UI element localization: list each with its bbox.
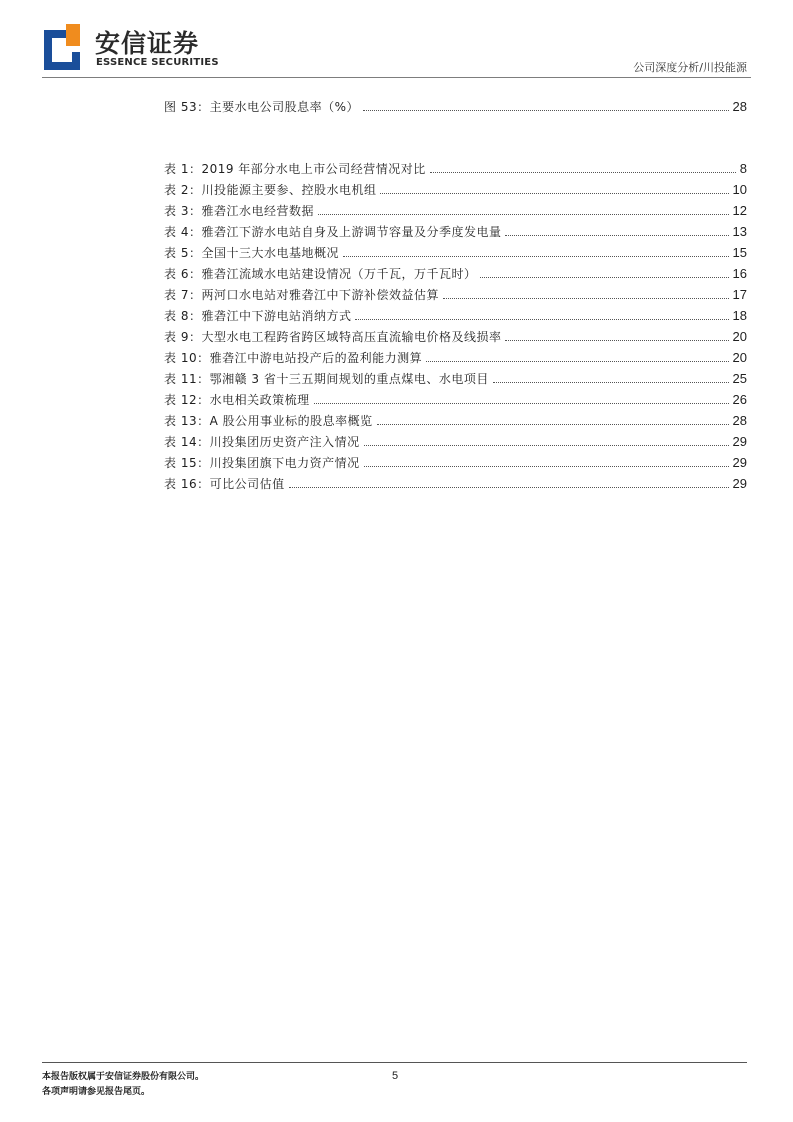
toc-leader-dots [377,423,729,425]
toc-entry-page: 26 [732,392,747,407]
footer-divider [42,1062,747,1063]
toc-leader-dots [314,402,729,404]
toc-entry-page: 15 [732,245,747,260]
logo-chinese-text: 安信证券 [95,29,200,58]
toc-entry-label: 表 6：雅砻江流域水电站建设情况（万千瓦，万千瓦时） [164,267,477,281]
report-type: 公司深度分析/川投能源 [633,61,747,74]
toc-entry[interactable] [164,284,747,302]
toc-entry-page: 13 [732,224,747,239]
toc-entry-label: 表 9：大型水电工程跨省跨区域特高压直流输电价格及线损率 [164,330,502,344]
toc-leader-dots [493,381,729,383]
toc-entry[interactable] [164,200,747,218]
logo-english-text: ESSENCE SECURITIES [96,57,219,68]
toc-leader-dots [364,444,729,446]
toc-entry[interactable] [164,326,747,344]
toc-entry-page: 28 [732,413,747,428]
toc-leader-dots [443,297,729,299]
toc-entry[interactable] [164,305,747,323]
disclaimer-note: 各项声明请参见报告尾页。 [42,1087,151,1097]
toc-entry[interactable] [164,242,747,260]
toc-entry[interactable] [164,263,747,281]
toc-entry[interactable] [164,179,747,197]
toc-entry-label: 表 15：川投集团旗下电力资产情况 [164,456,360,470]
toc-leader-dots [505,234,728,236]
toc-entry-label: 表 2：川投能源主要参、控股水电机组 [164,183,377,197]
toc-entry-label: 表 1：2019 年部分水电上市公司经营情况对比 [164,162,426,176]
toc-leader-dots [289,486,729,488]
toc-entry-page: 29 [732,434,747,449]
toc-entry-label: 表 3：雅砻江水电经营数据 [164,204,314,218]
toc-entry-label: 表 13：A 股公用事业标的股息率概览 [164,414,373,428]
toc-leader-dots [505,339,728,341]
essence-logo-icon [42,24,82,70]
toc-leader-dots [364,465,729,467]
toc-entry[interactable] [164,452,747,470]
toc-entry-page: 20 [732,350,747,365]
toc-entry-page: 8 [739,161,747,176]
toc-entry-label: 表 16：可比公司估值 [164,477,285,491]
toc-entry-page: 17 [732,287,747,302]
toc-entry-label: 表 4：雅砻江下游水电站自身及上游调节容量及分季度发电量 [164,225,502,239]
toc-entry-label: 表 5：全国十三大水电基地概况 [164,246,339,260]
toc-leader-dots [380,192,728,194]
toc-leader-dots [355,318,728,320]
toc-entry[interactable] [164,410,747,428]
toc-entry-page: 12 [732,203,747,218]
toc-entry[interactable] [164,96,747,114]
toc-entry-label: 表 10：雅砻江中游电站投产后的盈利能力测算 [164,351,423,365]
toc-leader-dots [363,109,729,111]
toc-entry-label: 表 7：两河口水电站对雅砻江中下游补偿效益估算 [164,288,439,302]
toc-entry[interactable] [164,158,747,176]
toc-entry[interactable] [164,431,747,449]
toc-entry-page: 28 [732,99,747,114]
toc-entry[interactable] [164,368,747,386]
copyright-note: 本报告版权属于安信证券股份有限公司。 [42,1072,205,1082]
toc-entry-page: 18 [732,308,747,323]
toc-entry-page: 25 [732,371,747,386]
toc-entry[interactable] [164,347,747,365]
toc-entry[interactable] [164,221,747,239]
toc-entry-page: 16 [732,266,747,281]
header-divider [42,77,751,78]
toc-entry-label: 表 14：川投集团历史资产注入情况 [164,435,360,449]
toc-entry[interactable] [164,389,747,407]
toc-entry-page: 10 [732,182,747,197]
toc-entry-label: 表 11：鄂湘赣 3 省十三五期间规划的重点煤电、水电项目 [164,372,489,386]
toc-entry-page: 29 [732,476,747,491]
toc-entry-page: 20 [732,329,747,344]
toc-entry-label: 表 12：水电相关政策梳理 [164,393,310,407]
toc-leader-dots [318,213,729,215]
toc-leader-dots [480,276,728,278]
page-number: 5 [392,1070,399,1082]
toc-entry-label: 图 53：主要水电公司股息率（%） [164,100,359,114]
toc-leader-dots [343,255,729,257]
toc-leader-dots [426,360,728,362]
toc-entry[interactable] [164,473,747,491]
toc-leader-dots [430,171,736,173]
toc-entry-page: 29 [732,455,747,470]
toc-entry-label: 表 8：雅砻江中下游电站消纳方式 [164,309,352,323]
